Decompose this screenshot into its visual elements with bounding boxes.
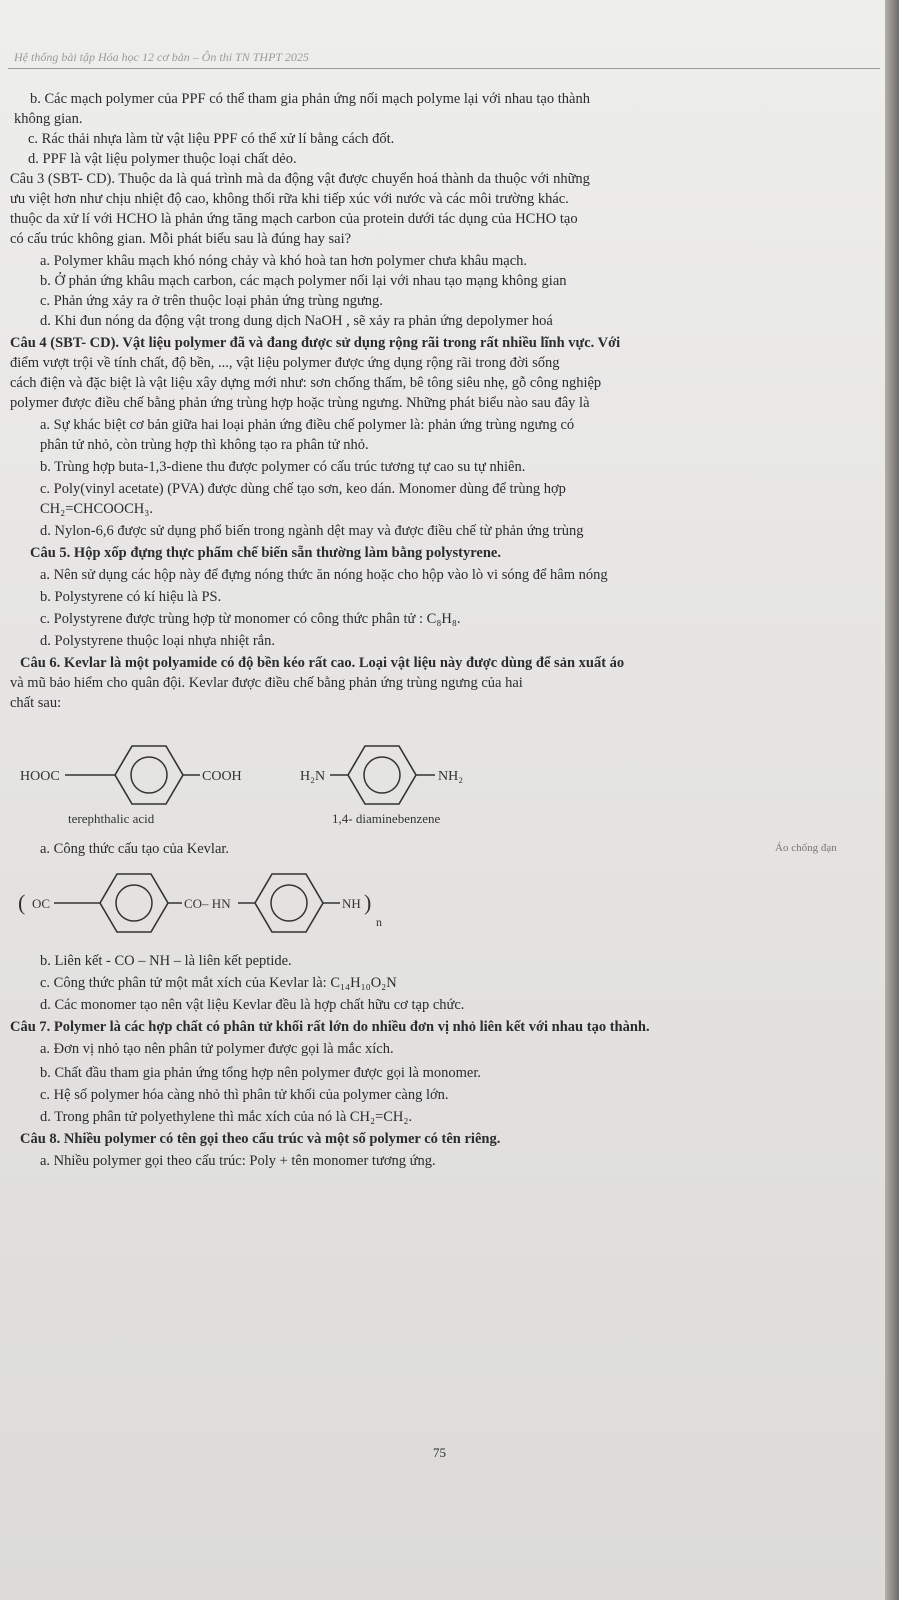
question-5-heading: Câu 5. Hộp xốp đựng thực phẩm chế biến sẵn thường làm bằng polystyrene. [30,545,501,561]
book-spine-edge [885,0,899,1600]
option-a: a. Sự khác biệt cơ bản giữa hai loại phản ứng điều chế polymer là: phản ứng trùng ngưng có [40,417,575,433]
question-7-heading: Câu 7. Polymer là các hợp chất có phân tử khối rất lớn do nhiều đơn vị nhỏ liên kết với nhau tạo thành. [10,1019,650,1035]
hooc-label: HOOC [20,769,60,784]
benzene-ring-icon [115,746,183,804]
option-c: c. Poly(vinyl acetate) (PVA) được dùng chế tạo sơn, keo dán. Monomer dùng để trùng hợp [40,481,566,497]
text-line: phân tử nhỏ, còn trùng hợp thì không tạo ra phân tử nhỏ. [40,437,369,453]
option-b: b. Trùng hợp buta-1,3-diene thu được polymer có cấu trúc tương tự cao su tự nhiên. [40,459,526,475]
margin-note: Áo chống đạn [775,842,837,854]
option-a: a. Nên sử dụng các hộp này để đựng nóng thức ăn nóng hoặc cho hộp vào lò vi sóng để hâm nóng [40,567,608,583]
diaminebenzene-name: 1,4- diaminebenzene [332,811,441,826]
nh-label: NH [342,896,361,911]
cooh-label: COOH [202,769,242,784]
svg-text:): ) [364,890,372,915]
option-b: b. Polystyrene có kí hiệu là PS. [40,589,222,605]
text-line: CH₂=CHCOOCH₃. [40,501,153,517]
page-number: 75 [433,1445,446,1460]
header-divider [8,68,880,69]
option-c: c. Polystyrene được trùng hợp từ monomer có công thức phân tử : C₈H₈. [40,611,461,627]
text-line: không gian. [14,111,83,127]
text-line: cách điện và đặc biệt là vật liệu xây dựng mới như: sơn chống thấm, bê tông siêu nhẹ, gỗ công nghiệp [10,375,602,391]
svg-text:(: ( [18,890,26,915]
option-d: d. Polystyrene thuộc loại nhựa nhiệt rắn. [40,633,275,649]
text-line: điểm vượt trội về tính chất, độ bền, ..., vật liệu polymer được ứng dụng rộng rãi trong đời sống [10,355,560,371]
option-a: a. Công thức cấu tạo của Kevlar. [40,841,230,857]
text-line: b. Các mạch polymer của PPF có thể tham gia phản ứng nối mạch polyme lại với nhau tạo thành [30,91,590,107]
question-8-heading: Câu 8. Nhiều polymer có tên gọi theo cấu trúc và một số polymer có tên riêng. [20,1131,501,1147]
option-b: b. Ở phản ứng khâu mạch carbon, các mạch polymer nối lại với nhau tạo mạng không gian [40,273,567,289]
option-d: d. Trong phân tử polyethylene thì mắc xích của nó là CH₂=CH₂. [40,1109,413,1125]
option-b: b. Liên kết - CO – NH – là liên kết peptide. [40,953,292,969]
benzene-ring-icon [255,874,323,932]
terephthalic-acid-name: terephthalic acid [68,811,155,826]
co-hn-label: CO– HN [184,896,231,911]
option-a: a. Nhiều polymer gọi theo cấu trúc: Poly + tên monomer tương ứng. [40,1153,436,1169]
benzene-ring-icon [348,746,416,804]
kevlar-structure [10,860,530,950]
option-c: c. Công thức phân tử một mắt xích của Kevlar là: C₁₄H₁₀O₂N [40,975,397,991]
option-d: d. Các monomer tạo nên vật liệu Kevlar đều là hợp chất hữu cơ tạp chức. [40,997,465,1013]
text-line: ưu việt hơn như chịu nhiệt độ cao, không thối rữa khi tiếp xúc với nước và các môi trường khác. [10,191,569,207]
oc-label: OC [32,896,51,911]
option-d: d. Nylon-6,6 được sử dụng phổ biến trong ngành dệt may và được điều chế từ phản ứng trùng [40,523,584,539]
option-d: d. Khi đun nóng da động vật trong dung dịch NaOH , sẽ xảy ra phản ứng depolymer hoá [40,313,553,329]
n-subscript: n [376,915,382,929]
option-a: a. Polymer khâu mạch khó nóng chảy và khó hoà tan hơn polymer chưa khâu mạch. [40,253,528,269]
text-line: chất sau: [10,695,62,711]
text-line: c. Rác thải nhựa làm từ vật liệu PPF có thể xử lí bằng cách đốt. [28,131,395,147]
question-4-heading: Câu 4 (SBT- CD). Vật liệu polymer đã và đang được sử dụng rộng rãi trong rất nhiều lĩnh vực. Với [10,335,621,351]
text-line: thuộc da xử lí với HCHO là phản ứng tăng mạch carbon của protein dưới tác dụng của HCHO tạo [10,211,578,227]
text-line: d. PPF là vật liệu polymer thuộc loại chất dẻo. [28,151,297,167]
text-line: polymer được điều chế bằng phản ứng trùng hợp hoặc trùng ngưng. Những phát biểu nào sau đây là [10,395,590,411]
option-c: c. Phản ứng xảy ra ở trên thuộc loại phản ứng trùng ngưng. [40,293,383,309]
text-line: có cấu trúc không gian. Mỗi phát biểu sau là đúng hay sai? [10,231,352,247]
h2n-label: H₂N [300,769,326,784]
option-a: a. Đơn vị nhỏ tạo nên phân tử polymer được gọi là mắc xích. [40,1041,394,1057]
text-line: và mũ bảo hiểm cho quân đội. Kevlar được điều chế bằng phản ứng trùng ngưng của hai [10,675,523,691]
question-3-heading: Câu 3 (SBT- CD). Thuộc da là quá trình mà da động vật được chuyển hoá thành da thuộc với những [10,171,590,187]
option-c: c. Hệ số polymer hóa càng nhỏ thì phân tử khối của polymer càng lớn. [40,1087,449,1103]
page-header: Hệ thống bài tập Hóa học 12 cơ bản – Ôn thi TN THPT 2025 [14,50,309,64]
nh2-label: NH₂ [438,769,464,784]
question-6-heading: Câu 6. Kevlar là một polyamide có độ bền kéo rất cao. Loại vật liệu này được dùng để sản xuất áo [20,655,625,671]
option-b: b. Chất đầu tham gia phản ứng tổng hợp nên polymer được gọi là monomer. [40,1065,482,1081]
benzene-ring-icon [100,874,168,932]
monomer-structures [10,730,610,830]
